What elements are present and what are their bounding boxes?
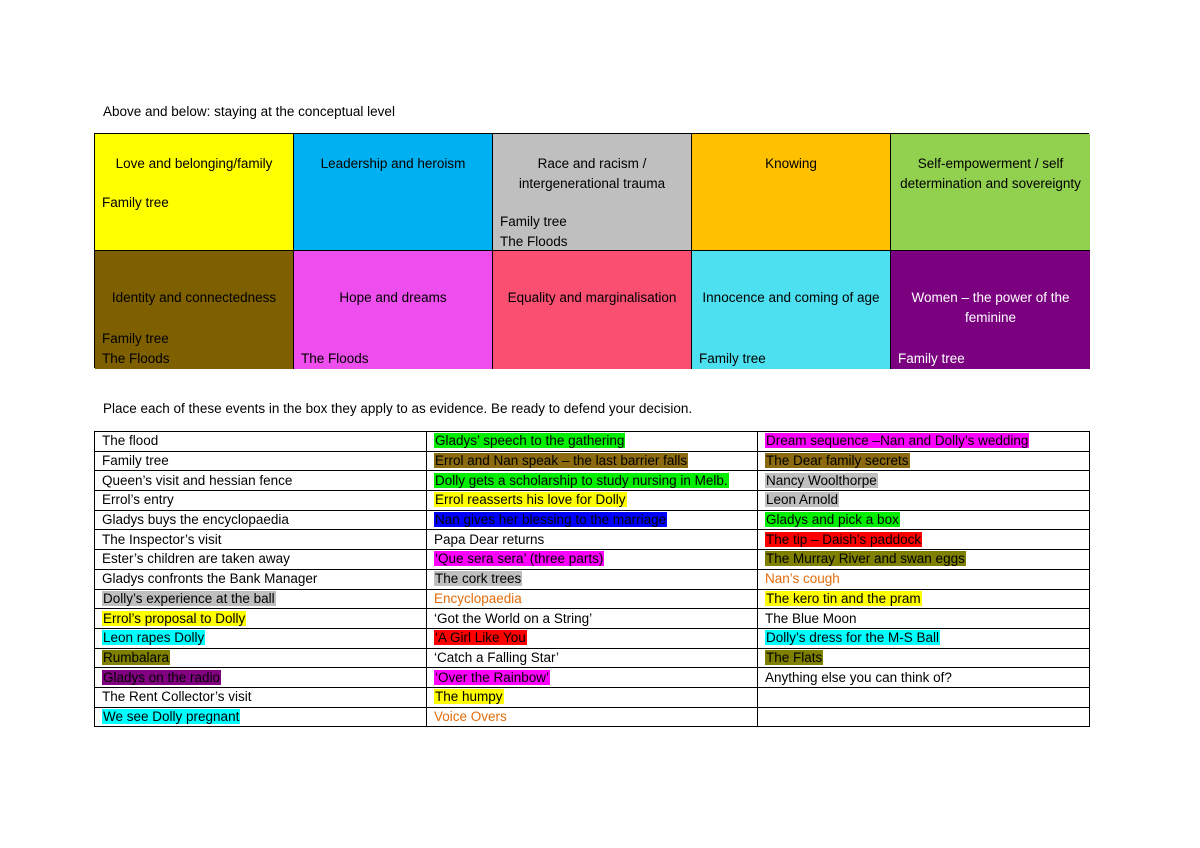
- concept-note: Family tree: [102, 331, 169, 346]
- table-cell: [427, 628, 758, 648]
- table-row: [95, 432, 1090, 452]
- event-text: The cork trees: [435, 571, 522, 587]
- table-cell: [95, 609, 427, 629]
- page-heading: Above and below: staying at the conceptual level: [103, 104, 395, 119]
- concept-note: Family tree: [102, 194, 169, 210]
- table-cell: [758, 569, 1090, 589]
- event-text: Dream sequence –Nan and Dolly’s wedding: [766, 433, 1029, 449]
- concept-title: Equality and marginalisation: [507, 290, 677, 305]
- event-text: The Rent Collector’s visit: [102, 689, 252, 705]
- table-cell: [758, 707, 1090, 727]
- table-cell: [758, 589, 1090, 609]
- table-cell: [758, 609, 1090, 629]
- concept-cell: [294, 134, 493, 251]
- concept-note: Family tree: [500, 214, 567, 229]
- table-cell: [95, 668, 427, 688]
- concept-note: The Floods: [102, 350, 170, 366]
- table-cell: [95, 550, 427, 570]
- table-cell: [758, 471, 1090, 491]
- table-cell: [95, 530, 427, 550]
- event-text: Leon rapes Dolly: [103, 630, 205, 646]
- concept-title: Women – the power of the feminine: [911, 290, 1070, 325]
- instruction-text: Place each of these events in the box they apply to as evidence. Be ready to defend your decision.: [103, 401, 693, 416]
- concept-cell: [493, 251, 692, 369]
- concept-title: Hope and dreams: [339, 290, 447, 305]
- table-cell: [427, 432, 758, 452]
- event-text: Dolly gets a scholarship to study nursing in Melb.: [435, 472, 728, 488]
- table-cell: [758, 530, 1090, 550]
- event-text: ‘Catch a Falling Star’: [434, 649, 560, 665]
- table-cell: [758, 491, 1090, 511]
- table-row: [95, 589, 1090, 609]
- table-cell: [427, 687, 758, 707]
- table-cell: [758, 687, 1090, 707]
- event-text: Nancy Woolthorpe: [766, 472, 877, 488]
- table-cell: [95, 510, 427, 530]
- concept-title: Self-empowerment / self determination and sovereignty: [900, 156, 1081, 191]
- table-row: [95, 707, 1090, 727]
- concept-cell: [692, 134, 891, 251]
- event-text: Nan’s cough: [765, 571, 840, 587]
- table-cell: [427, 550, 758, 570]
- table-cell: [95, 451, 427, 471]
- event-text: ‘Que sera sera’ (three parts): [435, 551, 604, 567]
- event-text: Errol reasserts his love for Dolly: [435, 492, 626, 508]
- event-text: Nan gives her blessing to the marriage: [435, 512, 667, 528]
- event-text: Dolly’s experience at the ball: [103, 590, 275, 606]
- event-text: Queen’s visit and hessian fence: [102, 472, 293, 488]
- events-table: [94, 431, 1090, 727]
- table-row: [95, 668, 1090, 688]
- event-text: The Blue Moon: [765, 610, 857, 626]
- table-cell: [427, 668, 758, 688]
- table-row: [95, 530, 1090, 550]
- table-row: [95, 687, 1090, 707]
- event-text: The Murray River and swan eggs: [766, 551, 965, 567]
- table-cell: [427, 648, 758, 668]
- table-cell: [758, 451, 1090, 471]
- table-cell: [95, 471, 427, 491]
- table-cell: [427, 510, 758, 530]
- concept-title: Knowing: [765, 156, 817, 171]
- concept-cell: [692, 251, 891, 369]
- table-cell: [427, 589, 758, 609]
- table-row: [95, 471, 1090, 491]
- concept-cell: [95, 251, 294, 369]
- table-cell: [95, 589, 427, 609]
- concept-notes: [102, 193, 286, 213]
- table-cell: [427, 491, 758, 511]
- event-text: Gladys and pick a box: [766, 512, 899, 528]
- event-text: Gladys confronts the Bank Manager: [102, 571, 318, 587]
- table-cell: [758, 628, 1090, 648]
- event-text: Ester’s children are taken away: [102, 551, 290, 567]
- event-text: Dolly’s dress for the M-S Ball: [766, 630, 940, 646]
- event-text: Anything else you can think of?: [765, 669, 952, 685]
- table-cell: [95, 687, 427, 707]
- event-text: Gladys buys the encyclopaedia: [102, 512, 289, 528]
- concept-note: Family tree: [699, 350, 766, 366]
- concept-title: Leadership and heroism: [320, 156, 466, 171]
- table-cell: [95, 707, 427, 727]
- table-cell: [427, 451, 758, 471]
- event-text: Errol and Nan speak – the last barrier falls: [435, 453, 688, 469]
- concept-cell: [294, 251, 493, 369]
- table-cell: [758, 550, 1090, 570]
- concept-note: The Floods: [500, 233, 568, 249]
- concept-cell: [493, 134, 692, 251]
- table-row: [95, 628, 1090, 648]
- table-cell: [95, 432, 427, 452]
- event-text: ‘Over the Rainbow’: [435, 669, 550, 685]
- table-cell: [95, 628, 427, 648]
- event-text: Encyclopaedia: [434, 590, 522, 606]
- table-cell: [758, 510, 1090, 530]
- table-row: [95, 609, 1090, 629]
- concept-notes: [102, 329, 286, 368]
- concept-title: Love and belonging/family: [115, 156, 273, 171]
- table-cell: [758, 432, 1090, 452]
- event-text: Gladys on the radio: [103, 669, 221, 685]
- event-text: The Inspector’s visit: [102, 531, 222, 547]
- table-cell: [427, 569, 758, 589]
- table-cell: [95, 569, 427, 589]
- concept-notes: [898, 349, 1083, 369]
- table-row: [95, 648, 1090, 668]
- concept-title: Race and racism / intergenerational trauma: [518, 156, 666, 191]
- event-text: The tip – Daish’s paddock: [766, 531, 922, 547]
- table-cell: [758, 668, 1090, 688]
- event-text: Errol’s proposal to Dolly: [103, 610, 246, 626]
- table-cell: [427, 530, 758, 550]
- concept-notes: [301, 349, 485, 369]
- concept-note: Family tree: [898, 350, 965, 366]
- table-cell: [758, 648, 1090, 668]
- event-text: Leon Arnold: [766, 492, 839, 508]
- table-row: [95, 491, 1090, 511]
- event-text: The Flats: [766, 649, 823, 665]
- event-text: The Dear family secrets: [766, 453, 909, 469]
- event-text: Voice Overs: [434, 708, 507, 724]
- table-cell: [427, 609, 758, 629]
- event-text: The kero tin and the pram: [766, 590, 921, 606]
- concept-grid: [94, 133, 1089, 368]
- table-row: [95, 451, 1090, 471]
- table-row: [95, 550, 1090, 570]
- concept-title: Identity and connectedness: [111, 290, 277, 305]
- event-text: The flood: [102, 433, 159, 449]
- event-text: Papa Dear returns: [434, 531, 545, 547]
- table-row: [95, 569, 1090, 589]
- event-text: Gladys’ speech to the gathering: [435, 433, 625, 449]
- event-text: The humpy: [435, 689, 503, 705]
- table-cell: [95, 491, 427, 511]
- event-text: ‘Got the World on a String’: [434, 610, 593, 626]
- event-text: ‘A Girl Like You: [435, 630, 526, 646]
- event-text: We see Dolly pregnant: [103, 708, 240, 724]
- event-text: Errol’s entry: [102, 492, 174, 508]
- concept-notes: [699, 349, 883, 369]
- concept-cell: [891, 251, 1090, 369]
- table-row: [95, 510, 1090, 530]
- table-cell: [427, 471, 758, 491]
- concept-cell: [891, 134, 1090, 251]
- concept-notes: [500, 212, 684, 251]
- event-text: Rumbalara: [103, 649, 170, 665]
- event-text: Family tree: [102, 453, 169, 469]
- concept-title: Innocence and coming of age: [702, 290, 880, 305]
- table-cell: [95, 648, 427, 668]
- concept-note: The Floods: [301, 350, 369, 366]
- concept-cell: [95, 134, 294, 251]
- table-cell: [427, 707, 758, 727]
